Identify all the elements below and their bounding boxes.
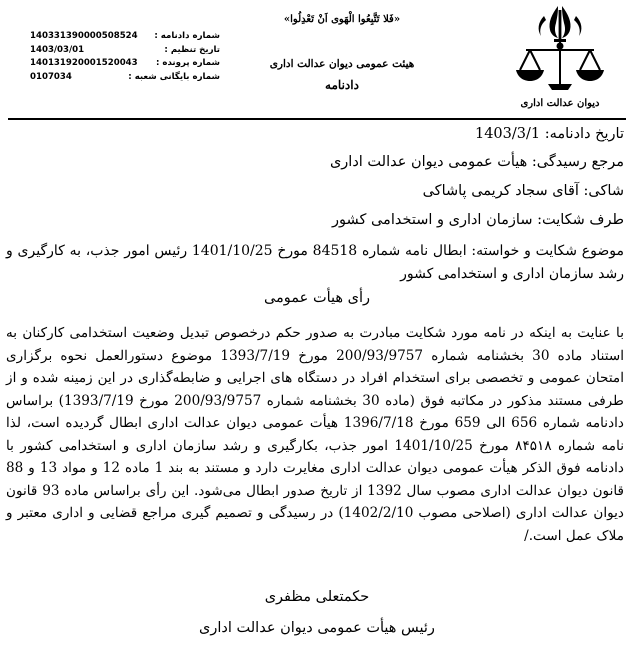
signatory-name: حکمتعلی مظفری	[264, 589, 370, 605]
archive-number-value: 0107034	[30, 71, 72, 82]
quran-verse: «فَلا تَتَّبِعُوا الْهَوى اَنْ تَعْدِلُوا»	[283, 14, 401, 25]
ruling-number-value: 140331390000508524	[30, 31, 138, 41]
meta-row-issue-date	[30, 44, 220, 58]
archive-number-label: شماره بایگانی شعبه :	[128, 71, 220, 82]
case-metadata	[30, 30, 220, 84]
meta-row-case-number	[30, 57, 220, 71]
ruling-number-label: شماره دادنامه :	[154, 31, 220, 41]
meta-row-archive-number	[30, 71, 220, 85]
issue-date-value: 1403/03/01	[30, 44, 85, 55]
ruling-date: تاریخ دادنامه: 1403/3/1	[474, 126, 624, 142]
document-title: دادنامه	[325, 78, 359, 92]
case-number-value: 140131920001520043	[30, 58, 138, 68]
complaint-subject: موضوع شکایت و خواسته: ابطال نامه شماره 84518 مورخ 1401/10/25 رئیس امور جذب، به کارگیری و رشد سازمان اداری و استخدامی کشور	[6, 243, 624, 282]
complainant: شاکی: آقای سجاد کریمی پاشاکی	[422, 183, 624, 199]
reviewing-authority: مرجع رسیدگی: هیأت عمومی دیوان عدالت اداری	[329, 154, 624, 170]
respondent: طرف شکایت: سازمان اداری و استخدامی کشور	[332, 212, 624, 228]
iran-emblem-with-scales-icon	[508, 4, 612, 96]
court-name: دیوان عدالت اداری	[520, 98, 600, 109]
document-header	[0, 0, 634, 120]
case-number-label: شماره پرونده :	[155, 58, 220, 68]
issue-date-label: تاریخ تنظیم :	[164, 44, 220, 55]
ruling-heading: رأی هیأت عمومی	[263, 290, 371, 306]
meta-row-ruling-number	[30, 30, 220, 44]
ruling-body: با عنایت به اینکه در نامه مورد شکایت مبادرت به صدور حکم درخصوص تبدیل وضعیت استخدامی کارکنان به استناد ماده 30 بخشنامه شماره 200/93/9757 مورخ 1393/7/19 موضوع دستورالعمل نحوه برگزاری امتحان عمومی و تخصصی برای استخدام افراد در دستگاه های اجرایی و ضابطه‌گذاری در این زمینه شده و از طرفی مستند مذکور در مکاتبه فوق (ماده 30 بخشنامه شماره 200/93/9757 مورخ 1393/7/19) براساس دادنامه شماره 656 الی 659 مورخ 1396/7/18 هیأت عمومی دیوان عدالت اداری ابطال گردیده است، لذا نامه شماره ۸۴۵۱۸ مورخ 1401/10/25 امور جذب، بکارگیری و رشد سازمان اداری و استخدامی کشور با دادنامه فوق الذکر هیأت عمومی دیوان عدالت اداری مغایرت دارد و مستند به بند 1 ماده 12 و مواد 13 و 88 قانون دیوان عدالت اداری مصوب سال 1392 از تاریخ صدور ابطال می‌شود. این رأی براساس ماده 93 قانون دیوان عدالت اداری (اصلاحی مصوب 1402/2/10) در رسیدگی و تصمیم گیری مراجع قضایی و اداری معتبر و ملاک عمل است./	[6, 325, 625, 544]
signatory-title: رئیس هیأت عمومی دیوان عدالت اداری	[199, 620, 435, 636]
board-title: هیئت عمومی دیوان عدالت اداری	[269, 58, 415, 70]
header-divider	[8, 118, 626, 120]
